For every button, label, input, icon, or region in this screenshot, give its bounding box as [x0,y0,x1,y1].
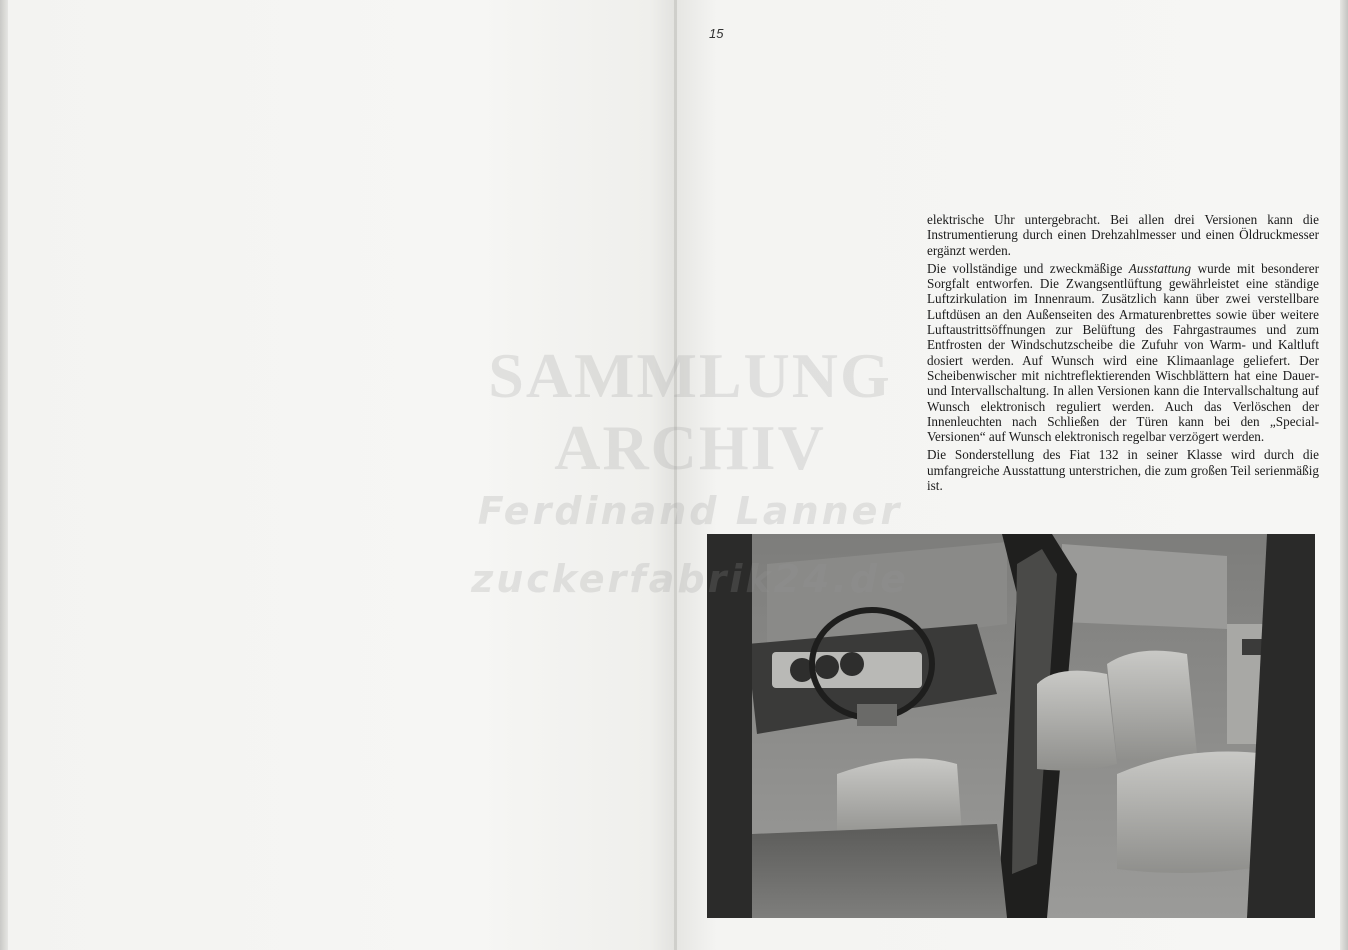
paragraph-2-rest: wurde mit besonderer Sorgfalt entworfen. Die Zwangsentlüftung gewährleistet eine ständige Luftzirkulation im Innenraum. Zusätzlich kann über zwei verstellbare Luftdüsen an den Außenseiten des Armaturenbrettes sowie über weitere Luftaustrittsöffnungen zur Belüftung des Fahrgastraumes und zum Entfrosten der Windschutzscheibe die Zufuhr von Warm- und Kaltluft dosiert werden. Auf Wunsch wird eine Klimaanlage geliefert. Der Scheibenwischer mit nichtreflektierenden Wischblättern hat eine Dauer- und Intervallschaltung. In allen Versionen kann die Intervallschaltung auf Wunsch elektronisch reguliert werden. Auch das Verlöschen der Innenleuchten nach Schließen der Türen kann bei den „Special-Versionen“ auf Wunsch elektronisch regelbar verzögert werden. [927,260,1319,445]
paragraph-2-emphasis: Ausstattung [1128,260,1192,276]
paragraph-3 [927,447,1319,493]
page-number: 15 [709,26,724,41]
car-interior-illustration [707,534,1315,918]
paragraph-3-text: Die Sonderstellung des Fiat 132 in seiner Klasse wird durch die umfangreiche Ausstattung unterstrichen, die zum großen Teil serienmäßig ist. [927,447,1319,494]
right-page-edge [1340,0,1348,950]
left-page-edge [0,0,8,950]
floor-carpet [752,824,1007,918]
a-pillar-left [707,534,752,918]
paragraph-1 [927,212,1319,258]
paragraph-2-lead: Die vollständige und zweckmäßige [927,260,1129,276]
watermark-line-4: zuckerfabrik24.de [471,557,909,601]
radio-panel [857,704,897,726]
article-text [927,212,1319,496]
car-interior-photo [707,534,1315,918]
left-page [8,0,676,950]
front-passenger-seat [1037,671,1117,771]
watermark-line-1: SAMMLUNG [488,340,892,411]
rear-seat-back [1107,651,1197,761]
paragraph-2 [927,261,1319,445]
watermark-line-3: Ferdinand Lanner [477,489,903,533]
gauge-icon [815,655,839,679]
gauge-icon [840,652,864,676]
rear-window [1062,544,1227,629]
paragraph-1-text: elektrische Uhr untergebracht. Bei allen drei Versionen kann die Instrumentierung durch einen Drehzahlmesser und einen Öldruckmesser ergänzt werden. [927,212,1319,258]
watermark-line-2: ARCHIV [554,412,826,483]
